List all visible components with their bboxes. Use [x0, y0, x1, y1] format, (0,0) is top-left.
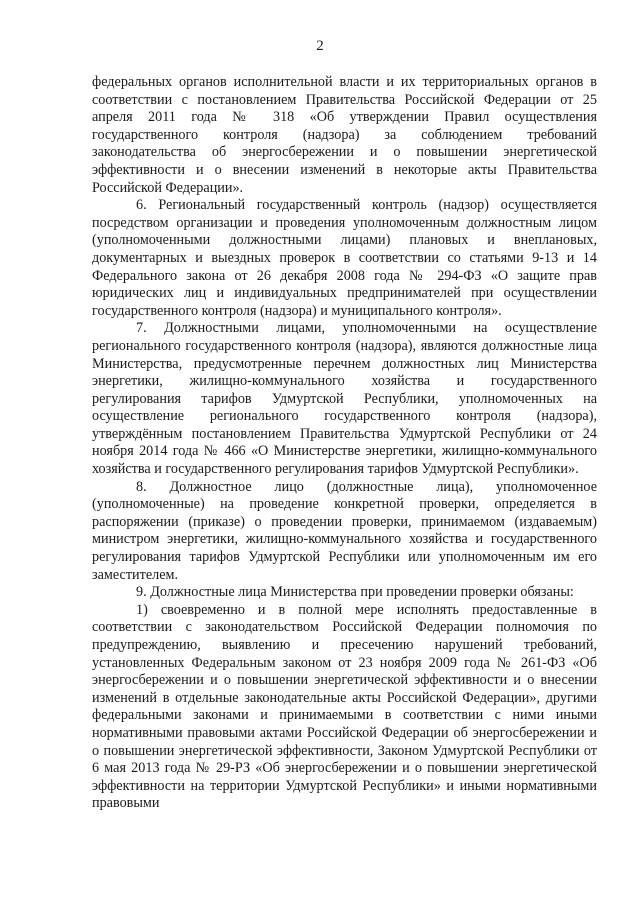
- paragraph-item-6: 6. Региональный государственный контроль (надзор) осуществляется посредством организации и проведения уполномоченным должностным лицом (уполномоченными должностными лицами) плановых и внеплановых, документарных и выездных проверок в соответствии со статьями 9-13 и 14 Федерального закона от 26 декабря 2008 года № 294-ФЗ «О защите прав юридических лиц и индивидуальных предпринимателей при осуществлении государственного контроля (надзора) и муниципального контроля».: [92, 197, 597, 319]
- document-body: [92, 74, 597, 813]
- paragraph-item-7: 7. Должностными лицами, уполномоченными на осуществление регионального государственного контроля (надзора), являются должностные лица Министерства, предусмотренные перечнем должностных лиц Министерства энергетики, жилищно-коммунального хозяйства и государственного регулирования тарифов Удмуртской Республики, уполномоченных на осуществление регионального государственного контроля (надзора), утверждённым постановлением Правительства Удмуртской Республики от 24 ноября 2014 года № 466 «О Министерстве энергетики, жилищно-коммунального хозяйства и государственного регулирования тарифов Удмуртской Республики».: [92, 320, 597, 478]
- paragraph-item-8: 8. Должностное лицо (должностные лица), уполномоченное (уполномоченные) на проведение конкретной проверки, определяется в распоряжении (приказе) о проведении проверки, принимаемом (издаваемым) министром энергетики, жилищно-коммунального хозяйства и государственного регулирования тарифов Удмуртской Республики или уполномоченным им его заместителем.: [92, 478, 597, 583]
- paragraph-subitem-1: 1) своевременно и в полной мере исполнять предоставленные в соответствии с законодательством Российской Федерации полномочия по предупреждению, выявлению и пресечению нарушений требований, установленных Федеральным законом от 23 ноября 2009 года № 261-ФЗ «Об энергосбережении и о повышении энергетической эффективности и о внесении изменений в отдельные законодательные акты Российской Федерации», другими федеральными законами и принимаемыми в соответствии с ними иными нормативными правовыми актами Российской Федерации об энергосбережении и о повышении энергетической эффективности, Законом Удмуртской Республики от 6 мая 2013 года № 29-РЗ «Об энергосбережении и о повышении энергетической эффективности на территории Удмуртской Республики» и иными нормативными правовыми: [92, 601, 597, 812]
- page-number: 2: [316, 38, 324, 54]
- paragraph-continuation: федеральных органов исполнительной власти и их территориальных органов в соответствии с постановлением Правительства Российской Федерации от 25 апреля 2011 года № 318 «Об утверждении Правил осуществления государственного контроля (надзора) за соблюдением требований законодательства об энергосбережении и о повышении энергетической эффективности и о внесении изменений в некоторые акты Правительства Российской Федерации».: [92, 74, 597, 196]
- paragraph-item-9: 9. Должностные лица Министерства при проведении проверки обязаны:: [136, 584, 574, 601]
